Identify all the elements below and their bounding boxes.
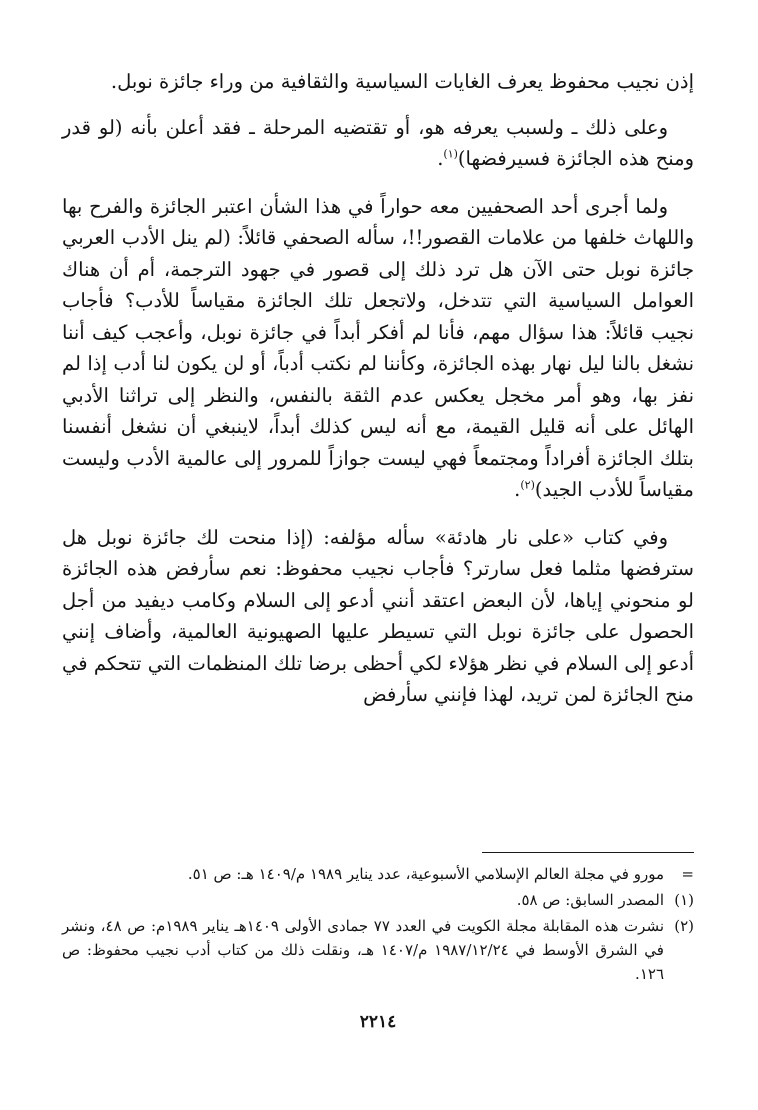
- paragraph-book-quote: وفي كتاب «على نار هادئة» سأله مؤلفه: (إذا منحت لك جائزة نوبل هل سترفضها مثلما فعل سارتر؟ فأجاب نجيب محفوظ: نعم سأرفض هذه الجائزة لو منحوني إياها، لأن البعض اعتقد أنني أدعو إلى السلام وكامب ديفيد من أجل الحصول على جائزة نوبل التي تسيطر عليها الصهيونية العالمية، وأضاف إنني أدعو إلى السلام في نظر هؤلاء لكي أحظى برضا تلك المنظمات التي تتحكم في منح الجائزة لمن تريد، لهذا فإنني سأرفض: [62, 525, 694, 706]
- footnote-marker: (١): [674, 891, 694, 909]
- footnote-text: مورو في مجلة العالم الإسلامي الأسبوعية، عدد يناير ١٩٨٩ م/١٤٠٩ هـ: ص ٥١.: [187, 865, 664, 883]
- footnote-marker: =: [681, 865, 694, 883]
- footnotes: [62, 862, 694, 988]
- footnote-divider: [482, 852, 694, 853]
- footnote-1: [62, 888, 694, 912]
- paragraph-text: وعلى ذلك ـ ولسبب يعرفه هو، أو تقتضيه المرحلة ـ فقد أعلن بأنه (لو قدر ومنح هذه الجائزة فسيرفضها): [62, 115, 694, 170]
- paragraph-end-punct: .: [437, 147, 444, 170]
- footnote-text: المصدر السابق: ص ٥٨.: [516, 891, 664, 909]
- paragraph-interview: [62, 191, 694, 506]
- paragraph-conclusion: إذن نجيب محفوظ يعرف الغايات السياسية والثقافية من وراء جائزة نوبل.: [110, 70, 694, 93]
- paragraph-end-punct: .: [514, 478, 521, 501]
- book-page: [62, 66, 694, 1086]
- paragraph-refusal-announcement: [62, 112, 694, 175]
- page-number: ٢٢١٤: [359, 1012, 397, 1032]
- footnote-continuation: [62, 862, 694, 886]
- footnote-text: نشرت هذه المقابلة مجلة الكويت في العدد ٧٧ جمادى الأولى ١٤٠٩هـ يناير ١٩٨٩م: ص ٤٨، ونشر في الشرق الأوسط في ١٩٨٧/١٢/٢٤ م/١٤٠٧ هـ، ونقلت ذلك من كتاب أدب نجيب محفوظ: ص ١٢٦.: [62, 917, 664, 983]
- paragraph-text: ولما أجرى أحد الصحفيين معه حواراً في هذا الشأن اعتبر الجائزة والفرح بها واللهاث خلفها من علامات القصور!!، سأله الصحفي قائلاً: (لم ينل الأدب العربي جائزة نوبل حتى الآن هل ترد ذلك إلى قصور في جهود الترجمة، أم أن هناك العوامل السياسية التي تتدخل، ولاتجعل تلك الجائزة مقياساً للأدب؟ فأجاب نجيب قائلاً: هذا سؤال مهم، فأنا لم أفكر أبداً في جائزة نوبل، وأعجب كيف أننا نشغل بالنا ليل نهار بهذه الجائزة، وكأننا لم نكتب أدباً، أو لن يكون لنا أدب إذا لم نفز بها، وهو أمر مخجل يعكس عدم الثقة بالنفس، والنظر إلى تراثنا الأدبي الهائل على أنه قليل القيمة، مع أنه ليس كذلك أبداً، لاينبغي أن نشغل أنفسنا بتلك الجائزة أفراداً ومجتمعاً فهي ليست جوازاً للمرور إلى عالمية الأدب وليست مقياساً للأدب الجيد): [62, 194, 694, 501]
- footnote-ref-1[interactable]: (١): [443, 147, 458, 161]
- footnote-2: [62, 914, 694, 986]
- footnote-marker: (٢): [674, 917, 694, 935]
- footnote-ref-2[interactable]: (٢): [520, 478, 535, 492]
